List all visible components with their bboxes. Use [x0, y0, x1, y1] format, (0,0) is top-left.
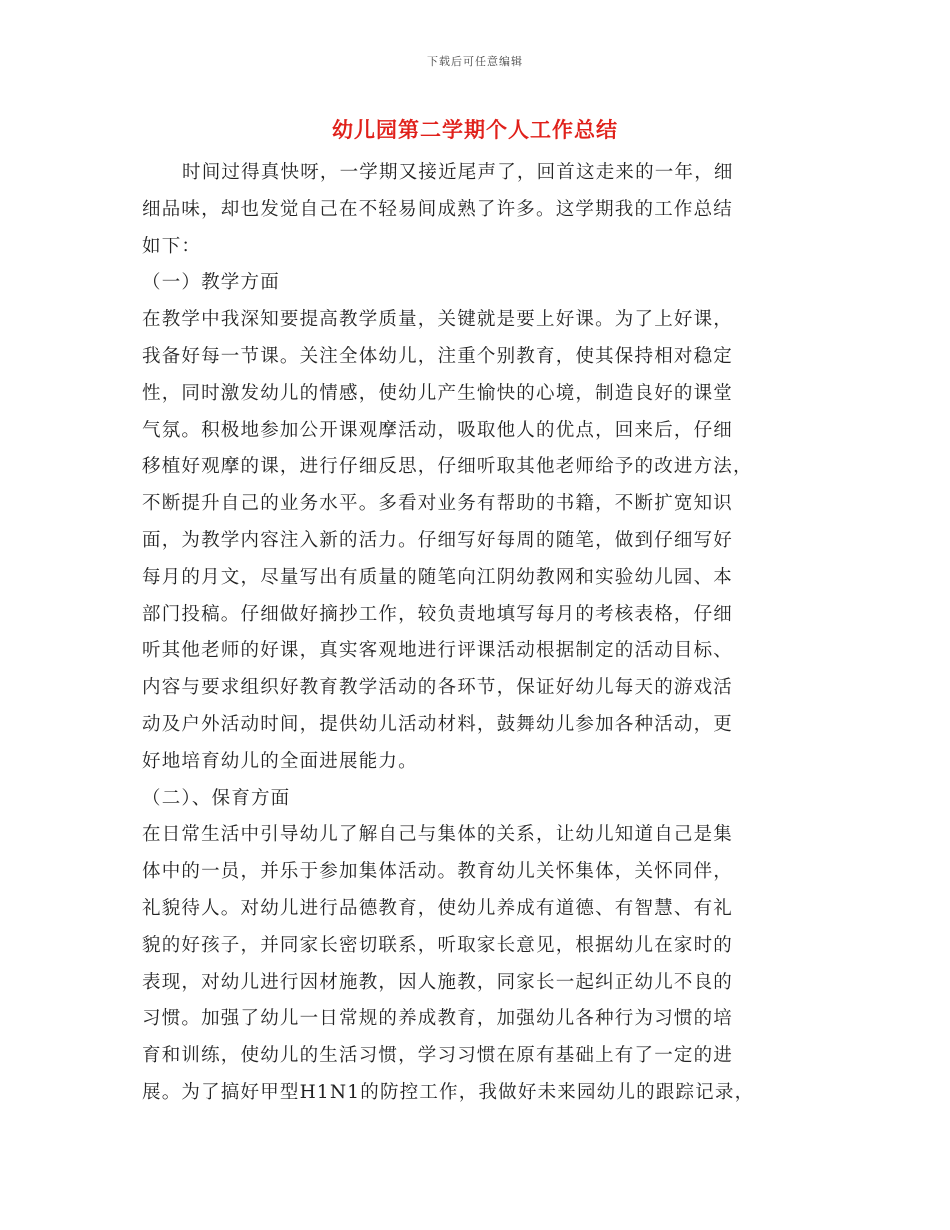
body-line: 移植好观摩的课，进行仔细反思，仔细听取其他老师给予的改进方法，	[142, 456, 753, 478]
body-line: 在教学中我深知要提高教学质量，关键就是要上好课。为了上好课，	[142, 309, 734, 331]
body-line: 每月的月文，尽量写出有质量的随笔向江阴幼教网和实验幼儿园、本	[142, 566, 734, 588]
body-line: 时间过得真快呀，一学期又接近尾声了，回首这走来的一年，细	[182, 162, 734, 183]
body-line: 听其他老师的好课，真实客观地进行评课活动根据制定的活动目标、	[142, 640, 734, 662]
body-line: 我备好每一节课。关注全体幼儿，注重个别教育，使其保持相对稳定	[142, 345, 734, 367]
body-line: 展。为了搞好甲型H1N1的防控工作，我做好未来园幼儿的跟踪记录，	[142, 1081, 755, 1103]
body-line: 部门投稿。仔细做好摘抄工作，较负责地填写每月的考核表格，仔细	[142, 603, 734, 625]
body-line: 如下：	[142, 235, 202, 257]
document-body	[142, 155, 802, 1112]
body-line: 动及户外活动时间，提供幼儿活动材料，鼓舞幼儿参加各种活动，更	[142, 713, 734, 735]
body-line: 表现，对幼儿进行因材施教，因人施教，同家长一起纠正幼儿不良的	[142, 971, 734, 993]
body-line: 貌的好孩子，并同家长密切联系，听取家长意见，根据幼儿在家时的	[142, 934, 734, 956]
body-line: 育和训练，使幼儿的生活习惯，学习习惯在原有基础上有了一定的进	[142, 1045, 734, 1067]
header-note: 下载后可任意编辑	[427, 55, 523, 68]
body-line: 性，同时激发幼儿的情感，使幼儿产生愉快的心境，制造良好的课堂	[142, 382, 734, 404]
section-heading: （一）教学方面	[142, 272, 280, 294]
section-heading: （二）、保育方面	[142, 787, 291, 809]
body-line: 在日常生活中引导幼儿了解自己与集体的关系，让幼儿知道自己是集	[142, 824, 734, 846]
body-line: 不断提升自己的业务水平。多看对业务有帮助的书籍，不断扩宽知识	[142, 493, 734, 515]
body-line: 气氛。积极地参加公开课观摩活动，吸取他人的优点，回来后，仔细	[142, 419, 734, 441]
body-line: 面，为教学内容注入新的活力。仔细写好每周的随笔，做到仔细写好	[142, 529, 734, 551]
body-line: 习惯。加强了幼儿一日常规的养成教育，加强幼儿各种行为习惯的培	[142, 1008, 734, 1030]
body-line: 体中的一员，并乐于参加集体活动。教育幼儿关怀集体，关怀同伴，	[142, 861, 734, 883]
body-line: 细品味，却也发觉自己在不轻易间成熟了许多。这学期我的工作总结	[142, 198, 734, 220]
document-title: 幼儿园第二学期个人工作总结	[332, 118, 618, 142]
body-line: 礼貌待人。对幼儿进行品德教育，使幼儿养成有道德、有智慧、有礼	[142, 897, 734, 919]
body-line: 好地培育幼儿的全面进展能力。	[142, 750, 418, 772]
body-line: 内容与要求组织好教育教学活动的各环节，保证好幼儿每天的游戏活	[142, 677, 734, 699]
